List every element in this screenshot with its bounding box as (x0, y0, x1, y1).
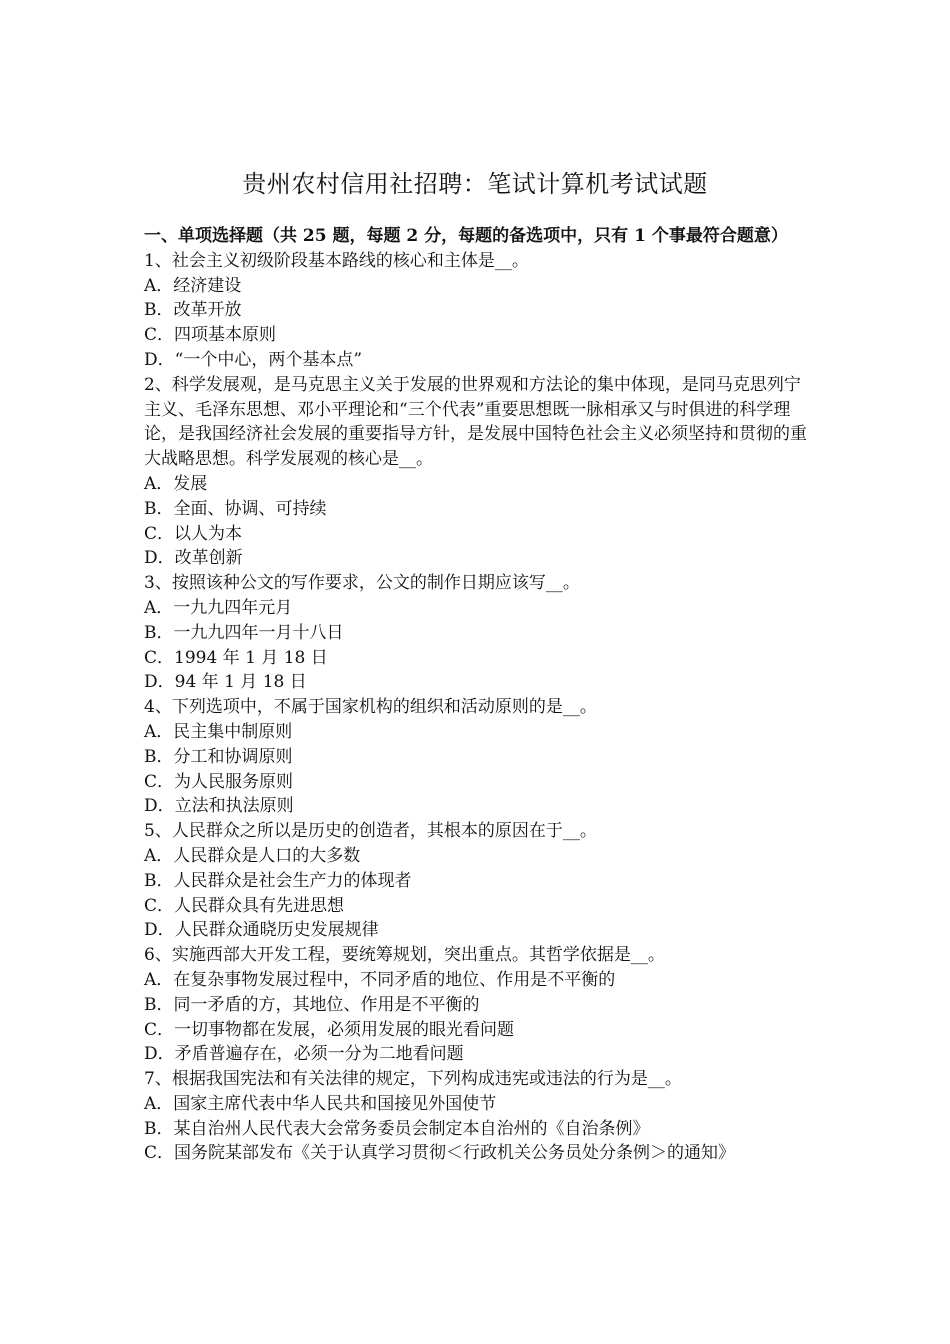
option-b: B．改革开放 (144, 300, 242, 321)
option-c: C．国务院某部发布《关于认真学习贯彻＜行政机关公务员处分条例＞的通知》 (144, 1143, 736, 1164)
question-block (144, 249, 808, 373)
question-block (144, 819, 808, 943)
section-header: 一、单项选择题（共 25 题，每题 2 分，每题的备选项中，只有 1 个事最符合题意） (144, 226, 788, 246)
question-stem: 7、根据我国宪法和有关法律的规定，下列构成违宪或违法的行为是__。 (144, 1069, 682, 1090)
option-d: D．“一个中心，两个基本点” (144, 349, 363, 370)
option-d: D．94 年 1 月 18 日 (144, 672, 307, 693)
question-stem: 3、按照该种公文的写作要求，公文的制作日期应该写__。 (144, 573, 580, 594)
option-a: A．国家主席代表中华人民共和国接见外国使节 (144, 1093, 497, 1114)
option-b: B．一九九四年一月十八日 (144, 622, 344, 643)
option-a: A．一九九四年元月 (144, 597, 293, 618)
option-d: D．立法和执法原则 (144, 796, 294, 817)
question-stem: 4、下列选项中，不属于国家机构的组织和活动原则的是__。 (144, 697, 597, 718)
document-body (144, 224, 808, 1166)
option-a: A．人民群众是人口的大多数 (144, 845, 361, 866)
option-b: B．分工和协调原则 (144, 746, 293, 767)
question-block (144, 695, 808, 819)
option-c: C．以人为本 (144, 523, 243, 544)
question-stem: 5、人民群众之所以是历史的创造者，其根本的原因在于__。 (144, 821, 597, 842)
option-a: A．在复杂事物发展过程中，不同矛盾的地位、作用是不平衡的 (144, 969, 616, 990)
option-b: B．全面、协调、可持续 (144, 498, 327, 519)
question-stem: 1、社会主义初级阶段基本路线的核心和主体是__。 (144, 250, 529, 271)
question-block (144, 571, 808, 695)
question-stem: 2、科学发展观，是马克思主义关于发展的世界观和方法论的集中体现，是同马克思列宁主义、毛泽东思想、邓小平理论和“三个代表”重要思想既一脉相承又与时俱进的科学理论，是我国经济社会发展的重要指导方针，是发展中国特色社会主义必须坚持和贯彻的重大战略思想。科学发展观的核心是__。 (144, 374, 807, 470)
option-a: A．发展 (144, 473, 208, 494)
document-title: 贵州农村信用社招聘：笔试计算机考试试题 (242, 170, 708, 199)
option-c: C．1994 年 1 月 18 日 (144, 647, 328, 668)
option-b: B．人民群众是社会生产力的体现者 (144, 870, 412, 891)
question-block (144, 943, 808, 1067)
question-block (144, 373, 808, 571)
option-c: C．人民群众具有先进思想 (144, 895, 345, 916)
option-b: B．某自治州人民代表大会常务委员会制定本自治州的《自治条例》 (144, 1118, 650, 1139)
option-c: C．一切事物都在发展，必须用发展的眼光看问题 (144, 1019, 515, 1040)
option-a: A．经济建设 (144, 275, 242, 296)
option-b: B．同一矛盾的方，其地位、作用是不平衡的 (144, 994, 480, 1015)
question-block (144, 1067, 808, 1166)
option-d: D．矛盾普遍存在，必须一分为二地看问题 (144, 1044, 464, 1065)
option-a: A．民主集中制原则 (144, 721, 293, 742)
option-c: C．为人民服务原则 (144, 771, 294, 792)
option-d: D．改革创新 (144, 548, 243, 569)
option-d: D．人民群众通晓历史发展规律 (144, 920, 379, 941)
option-c: C．四项基本原则 (144, 325, 277, 346)
question-stem: 6、实施西部大开发工程，要统筹规划，突出重点。其哲学依据是__。 (144, 945, 665, 966)
